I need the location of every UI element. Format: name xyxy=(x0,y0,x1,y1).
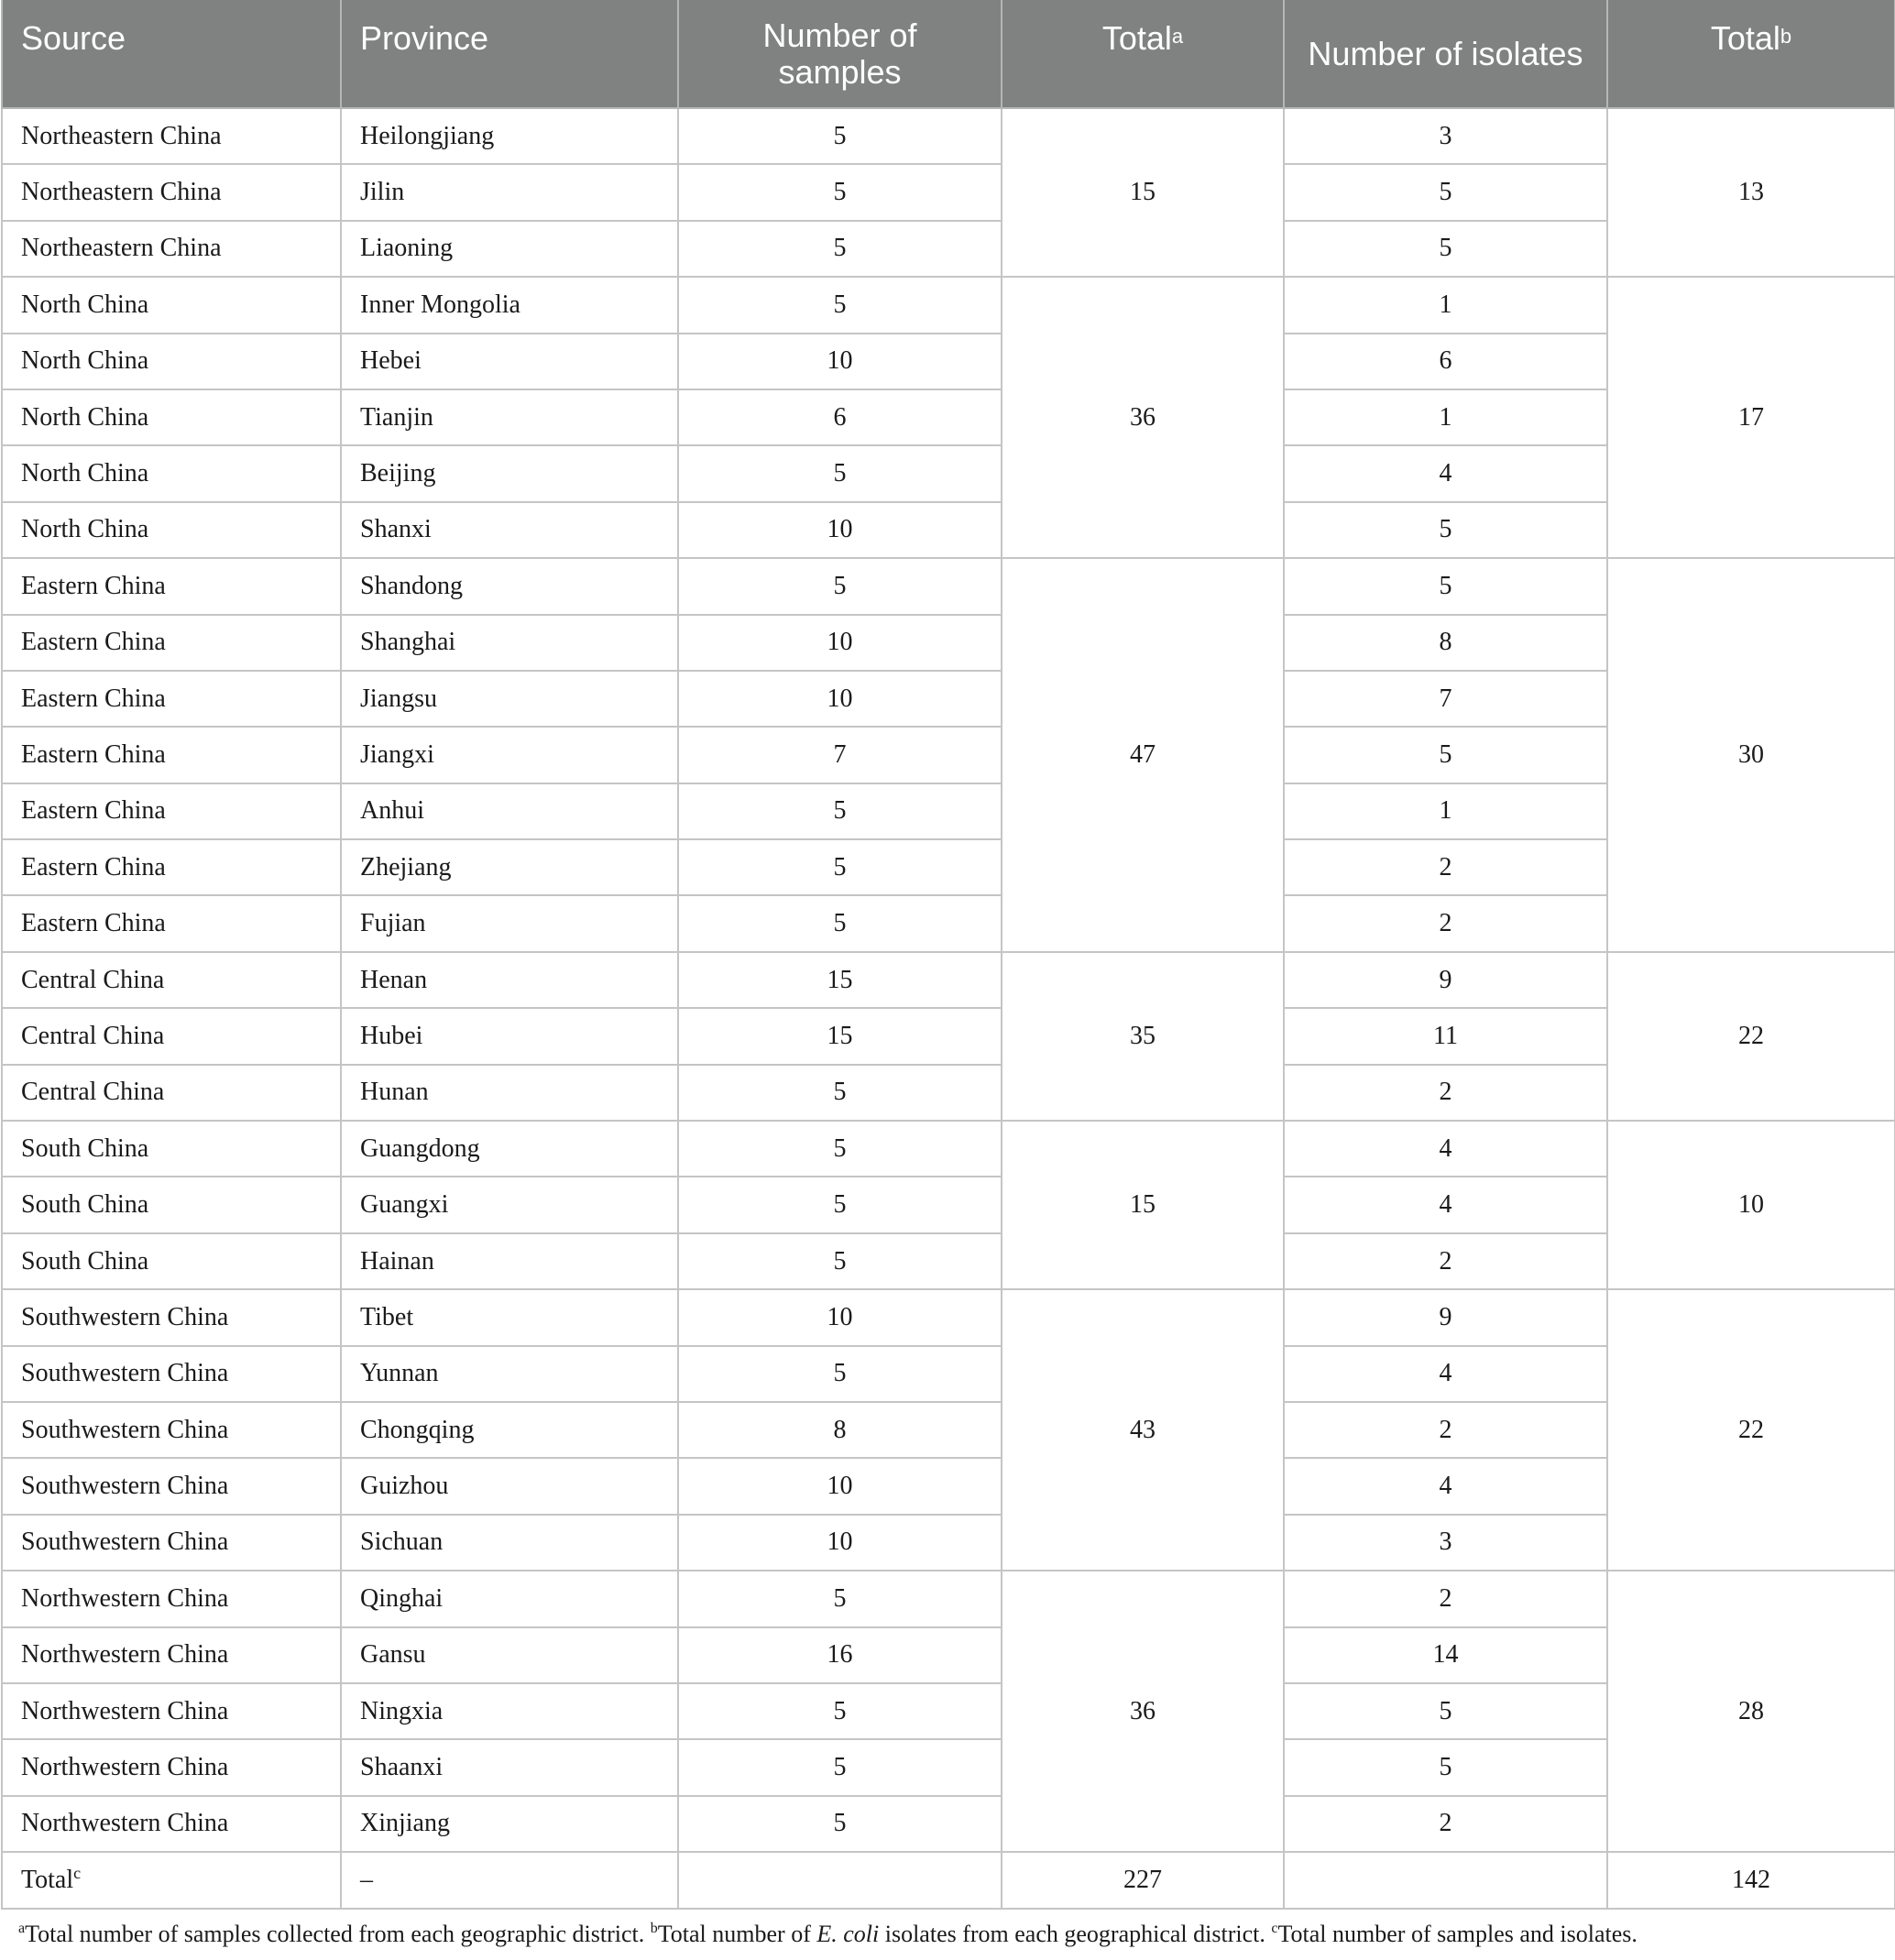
table-row xyxy=(2,277,1895,333)
cell-source: Northwestern China xyxy=(2,1571,341,1626)
cell-total-isolates: 10 xyxy=(1607,1121,1895,1289)
cell-samples: 5 xyxy=(678,1571,1002,1626)
header-total-samples-sup: a xyxy=(1171,25,1184,48)
cell-source: Southwestern China xyxy=(2,1346,341,1402)
cell-province: Liaoning xyxy=(341,221,678,277)
cell-province: Fujian xyxy=(341,895,678,951)
table-row xyxy=(2,1121,1895,1177)
cell-samples: 5 xyxy=(678,1065,1002,1121)
header-row xyxy=(2,0,1895,108)
cell-source: Northwestern China xyxy=(2,1739,341,1795)
cell-total-samples: 36 xyxy=(1002,277,1284,558)
cell-isolates: 5 xyxy=(1284,727,1607,783)
cell-source: North China xyxy=(2,277,341,333)
header-total-samples-label: Total xyxy=(1101,19,1172,57)
cell-isolates: 5 xyxy=(1284,164,1607,220)
cell-province: Anhui xyxy=(341,783,678,839)
cell-isolates: 4 xyxy=(1284,1346,1607,1402)
header-source: Source xyxy=(2,0,341,108)
cell-source: North China xyxy=(2,445,341,501)
table-header xyxy=(2,0,1895,108)
cell-source: Eastern China xyxy=(2,783,341,839)
header-total-samples xyxy=(1002,0,1284,108)
cell-source: Eastern China xyxy=(2,839,341,895)
cell-isolates: 1 xyxy=(1284,783,1607,839)
cell-samples: 8 xyxy=(678,1402,1002,1458)
cell-source: North China xyxy=(2,334,341,389)
cell-isolates: 14 xyxy=(1284,1627,1607,1683)
cell-source: Southwestern China xyxy=(2,1289,341,1345)
cell-isolates: 1 xyxy=(1284,389,1607,445)
cell-samples: 16 xyxy=(678,1627,1002,1683)
cell-province: Zhejiang xyxy=(341,839,678,895)
footnote-b-text-post: isolates from each geographical district. xyxy=(879,1921,1272,1947)
cell-province: Hebei xyxy=(341,334,678,389)
table-row xyxy=(2,108,1895,164)
cell-source: Northwestern China xyxy=(2,1683,341,1739)
cell-samples: 10 xyxy=(678,1289,1002,1345)
cell-total-samples: 43 xyxy=(1002,1289,1284,1571)
cell-source: South China xyxy=(2,1177,341,1232)
footnote-b-italic: E. coli xyxy=(816,1921,880,1947)
footnote-a-text: Total number of samples collected from each geographic district. xyxy=(25,1921,651,1947)
cell-source: Northeastern China xyxy=(2,221,341,277)
cell-samples: 5 xyxy=(678,1796,1002,1852)
cell-samples: 5 xyxy=(678,558,1002,614)
header-number-of-isolates: Number of isolates xyxy=(1284,0,1607,108)
cell-province: Chongqing xyxy=(341,1402,678,1458)
cell-samples: 5 xyxy=(678,783,1002,839)
cell-isolates: 2 xyxy=(1284,1796,1607,1852)
table-body xyxy=(2,108,1895,1909)
cell-samples: 5 xyxy=(678,164,1002,220)
cell-total-province: – xyxy=(341,1852,678,1908)
cell-source: Central China xyxy=(2,1008,341,1064)
cell-source: Southwestern China xyxy=(2,1402,341,1458)
cell-grand-total-isolates: 142 xyxy=(1607,1852,1895,1908)
cell-total-isolates: 22 xyxy=(1607,952,1895,1121)
footnote-b-text-pre: Total number of xyxy=(657,1921,817,1947)
cell-samples: 5 xyxy=(678,1233,1002,1289)
cell-samples: 5 xyxy=(678,1346,1002,1402)
cell-isolates: 2 xyxy=(1284,1571,1607,1626)
cell-province: Tianjin xyxy=(341,389,678,445)
cell-total-samples: 15 xyxy=(1002,108,1284,277)
cell-total-isolates: 30 xyxy=(1607,558,1895,952)
cell-province: Jiangxi xyxy=(341,727,678,783)
cell-isolates: 3 xyxy=(1284,108,1607,164)
cell-samples: 5 xyxy=(678,1739,1002,1795)
cell-total-samples: 15 xyxy=(1002,1121,1284,1289)
cell-samples: 15 xyxy=(678,1008,1002,1064)
cell-isolates: 4 xyxy=(1284,445,1607,501)
cell-samples: 5 xyxy=(678,1177,1002,1232)
table-row xyxy=(2,558,1895,614)
cell-isolates: 5 xyxy=(1284,558,1607,614)
total-label-sup: c xyxy=(73,1863,82,1882)
cell-source: Eastern China xyxy=(2,671,341,727)
cell-samples: 10 xyxy=(678,502,1002,558)
cell-isolates: 5 xyxy=(1284,502,1607,558)
cell-samples: 5 xyxy=(678,108,1002,164)
table-row xyxy=(2,952,1895,1008)
cell-province: Inner Mongolia xyxy=(341,277,678,333)
cell-samples: 5 xyxy=(678,1683,1002,1739)
cell-province: Shanghai xyxy=(341,615,678,671)
cell-source: Eastern China xyxy=(2,558,341,614)
header-number-of-samples: Number of samples xyxy=(678,0,1002,108)
cell-isolates: 8 xyxy=(1284,615,1607,671)
cell-isolates: 2 xyxy=(1284,1233,1607,1289)
cell-source: Eastern China xyxy=(2,615,341,671)
cell-isolates: 2 xyxy=(1284,839,1607,895)
cell-isolates: 9 xyxy=(1284,1289,1607,1345)
cell-source: Eastern China xyxy=(2,895,341,951)
cell-province: Ningxia xyxy=(341,1683,678,1739)
cell-province: Shanxi xyxy=(341,502,678,558)
cell-total-isolates: 28 xyxy=(1607,1571,1895,1852)
cell-province: Shandong xyxy=(341,558,678,614)
total-label-text: Total xyxy=(21,1865,74,1894)
cell-province: Shaanxi xyxy=(341,1739,678,1795)
cell-samples: 5 xyxy=(678,221,1002,277)
cell-province: Hubei xyxy=(341,1008,678,1064)
cell-isolates: 5 xyxy=(1284,1683,1607,1739)
cell-total-samples: 36 xyxy=(1002,1571,1284,1852)
cell-province: Hainan xyxy=(341,1233,678,1289)
cell-source: Southwestern China xyxy=(2,1458,341,1514)
cell-source: Northeastern China xyxy=(2,164,341,220)
header-total-isolates xyxy=(1607,0,1895,108)
cell-samples: 10 xyxy=(678,334,1002,389)
cell-province: Tibet xyxy=(341,1289,678,1345)
cell-samples: 5 xyxy=(678,1121,1002,1177)
cell-province: Guangxi xyxy=(341,1177,678,1232)
cell-total-isolates: 13 xyxy=(1607,108,1895,277)
cell-province: Hunan xyxy=(341,1065,678,1121)
cell-isolates: 1 xyxy=(1284,277,1607,333)
cell-province: Jiangsu xyxy=(341,671,678,727)
cell-samples: 5 xyxy=(678,277,1002,333)
data-table xyxy=(1,0,1895,1910)
cell-samples: 7 xyxy=(678,727,1002,783)
cell-source: South China xyxy=(2,1121,341,1177)
header-total-isolates-sup: b xyxy=(1780,25,1792,48)
footnote-a-marker: a xyxy=(18,1921,26,1936)
cell-isolates: 5 xyxy=(1284,1739,1607,1795)
cell-province: Guangdong xyxy=(341,1121,678,1177)
cell-total-samples: 47 xyxy=(1002,558,1284,952)
cell-samples: 5 xyxy=(678,445,1002,501)
cell-source: Northeastern China xyxy=(2,108,341,164)
cell-isolates: 3 xyxy=(1284,1515,1607,1571)
cell-total-label xyxy=(2,1852,341,1908)
cell-source: North China xyxy=(2,502,341,558)
cell-grand-total-samples: 227 xyxy=(1002,1852,1284,1908)
cell-source: South China xyxy=(2,1233,341,1289)
cell-province: Henan xyxy=(341,952,678,1008)
cell-province: Xinjiang xyxy=(341,1796,678,1852)
cell-samples: 10 xyxy=(678,671,1002,727)
cell-province: Sichuan xyxy=(341,1515,678,1571)
cell-total-isolates-empty xyxy=(1284,1852,1607,1908)
cell-isolates: 7 xyxy=(1284,671,1607,727)
cell-samples: 5 xyxy=(678,839,1002,895)
cell-samples: 5 xyxy=(678,895,1002,951)
cell-isolates: 4 xyxy=(1284,1177,1607,1232)
cell-province: Yunnan xyxy=(341,1346,678,1402)
table-footnote xyxy=(18,1921,1638,1948)
cell-isolates: 4 xyxy=(1284,1458,1607,1514)
cell-isolates: 4 xyxy=(1284,1121,1607,1177)
cell-province: Beijing xyxy=(341,445,678,501)
cell-samples: 10 xyxy=(678,615,1002,671)
cell-province: Gansu xyxy=(341,1627,678,1683)
cell-province: Qinghai xyxy=(341,1571,678,1626)
cell-isolates: 11 xyxy=(1284,1008,1607,1064)
cell-samples: 15 xyxy=(678,952,1002,1008)
cell-source: Southwestern China xyxy=(2,1515,341,1571)
cell-total-samples-empty xyxy=(678,1852,1002,1908)
footnote-c-marker: c xyxy=(1271,1921,1278,1936)
cell-source: Eastern China xyxy=(2,727,341,783)
cell-province: Jilin xyxy=(341,164,678,220)
cell-samples: 10 xyxy=(678,1458,1002,1514)
cell-source: Central China xyxy=(2,1065,341,1121)
cell-isolates: 2 xyxy=(1284,1065,1607,1121)
cell-source: Northwestern China xyxy=(2,1796,341,1852)
cell-samples: 6 xyxy=(678,389,1002,445)
cell-source: Northwestern China xyxy=(2,1627,341,1683)
cell-isolates: 2 xyxy=(1284,895,1607,951)
cell-isolates: 2 xyxy=(1284,1402,1607,1458)
total-row xyxy=(2,1852,1895,1908)
cell-source: Central China xyxy=(2,952,341,1008)
cell-isolates: 6 xyxy=(1284,334,1607,389)
cell-province: Heilongjiang xyxy=(341,108,678,164)
cell-total-samples: 35 xyxy=(1002,952,1284,1121)
cell-isolates: 9 xyxy=(1284,952,1607,1008)
table-row xyxy=(2,1571,1895,1626)
header-total-isolates-label: Total xyxy=(1710,19,1780,57)
header-province: Province xyxy=(341,0,678,108)
footnote-b-marker: b xyxy=(650,1921,658,1936)
footnote-c-text: Total number of samples and isolates. xyxy=(1277,1921,1638,1947)
cell-isolates: 5 xyxy=(1284,221,1607,277)
table-row xyxy=(2,1289,1895,1345)
cell-province: Guizhou xyxy=(341,1458,678,1514)
cell-total-isolates: 17 xyxy=(1607,277,1895,558)
cell-source: North China xyxy=(2,389,341,445)
cell-samples: 10 xyxy=(678,1515,1002,1571)
cell-total-isolates: 22 xyxy=(1607,1289,1895,1571)
